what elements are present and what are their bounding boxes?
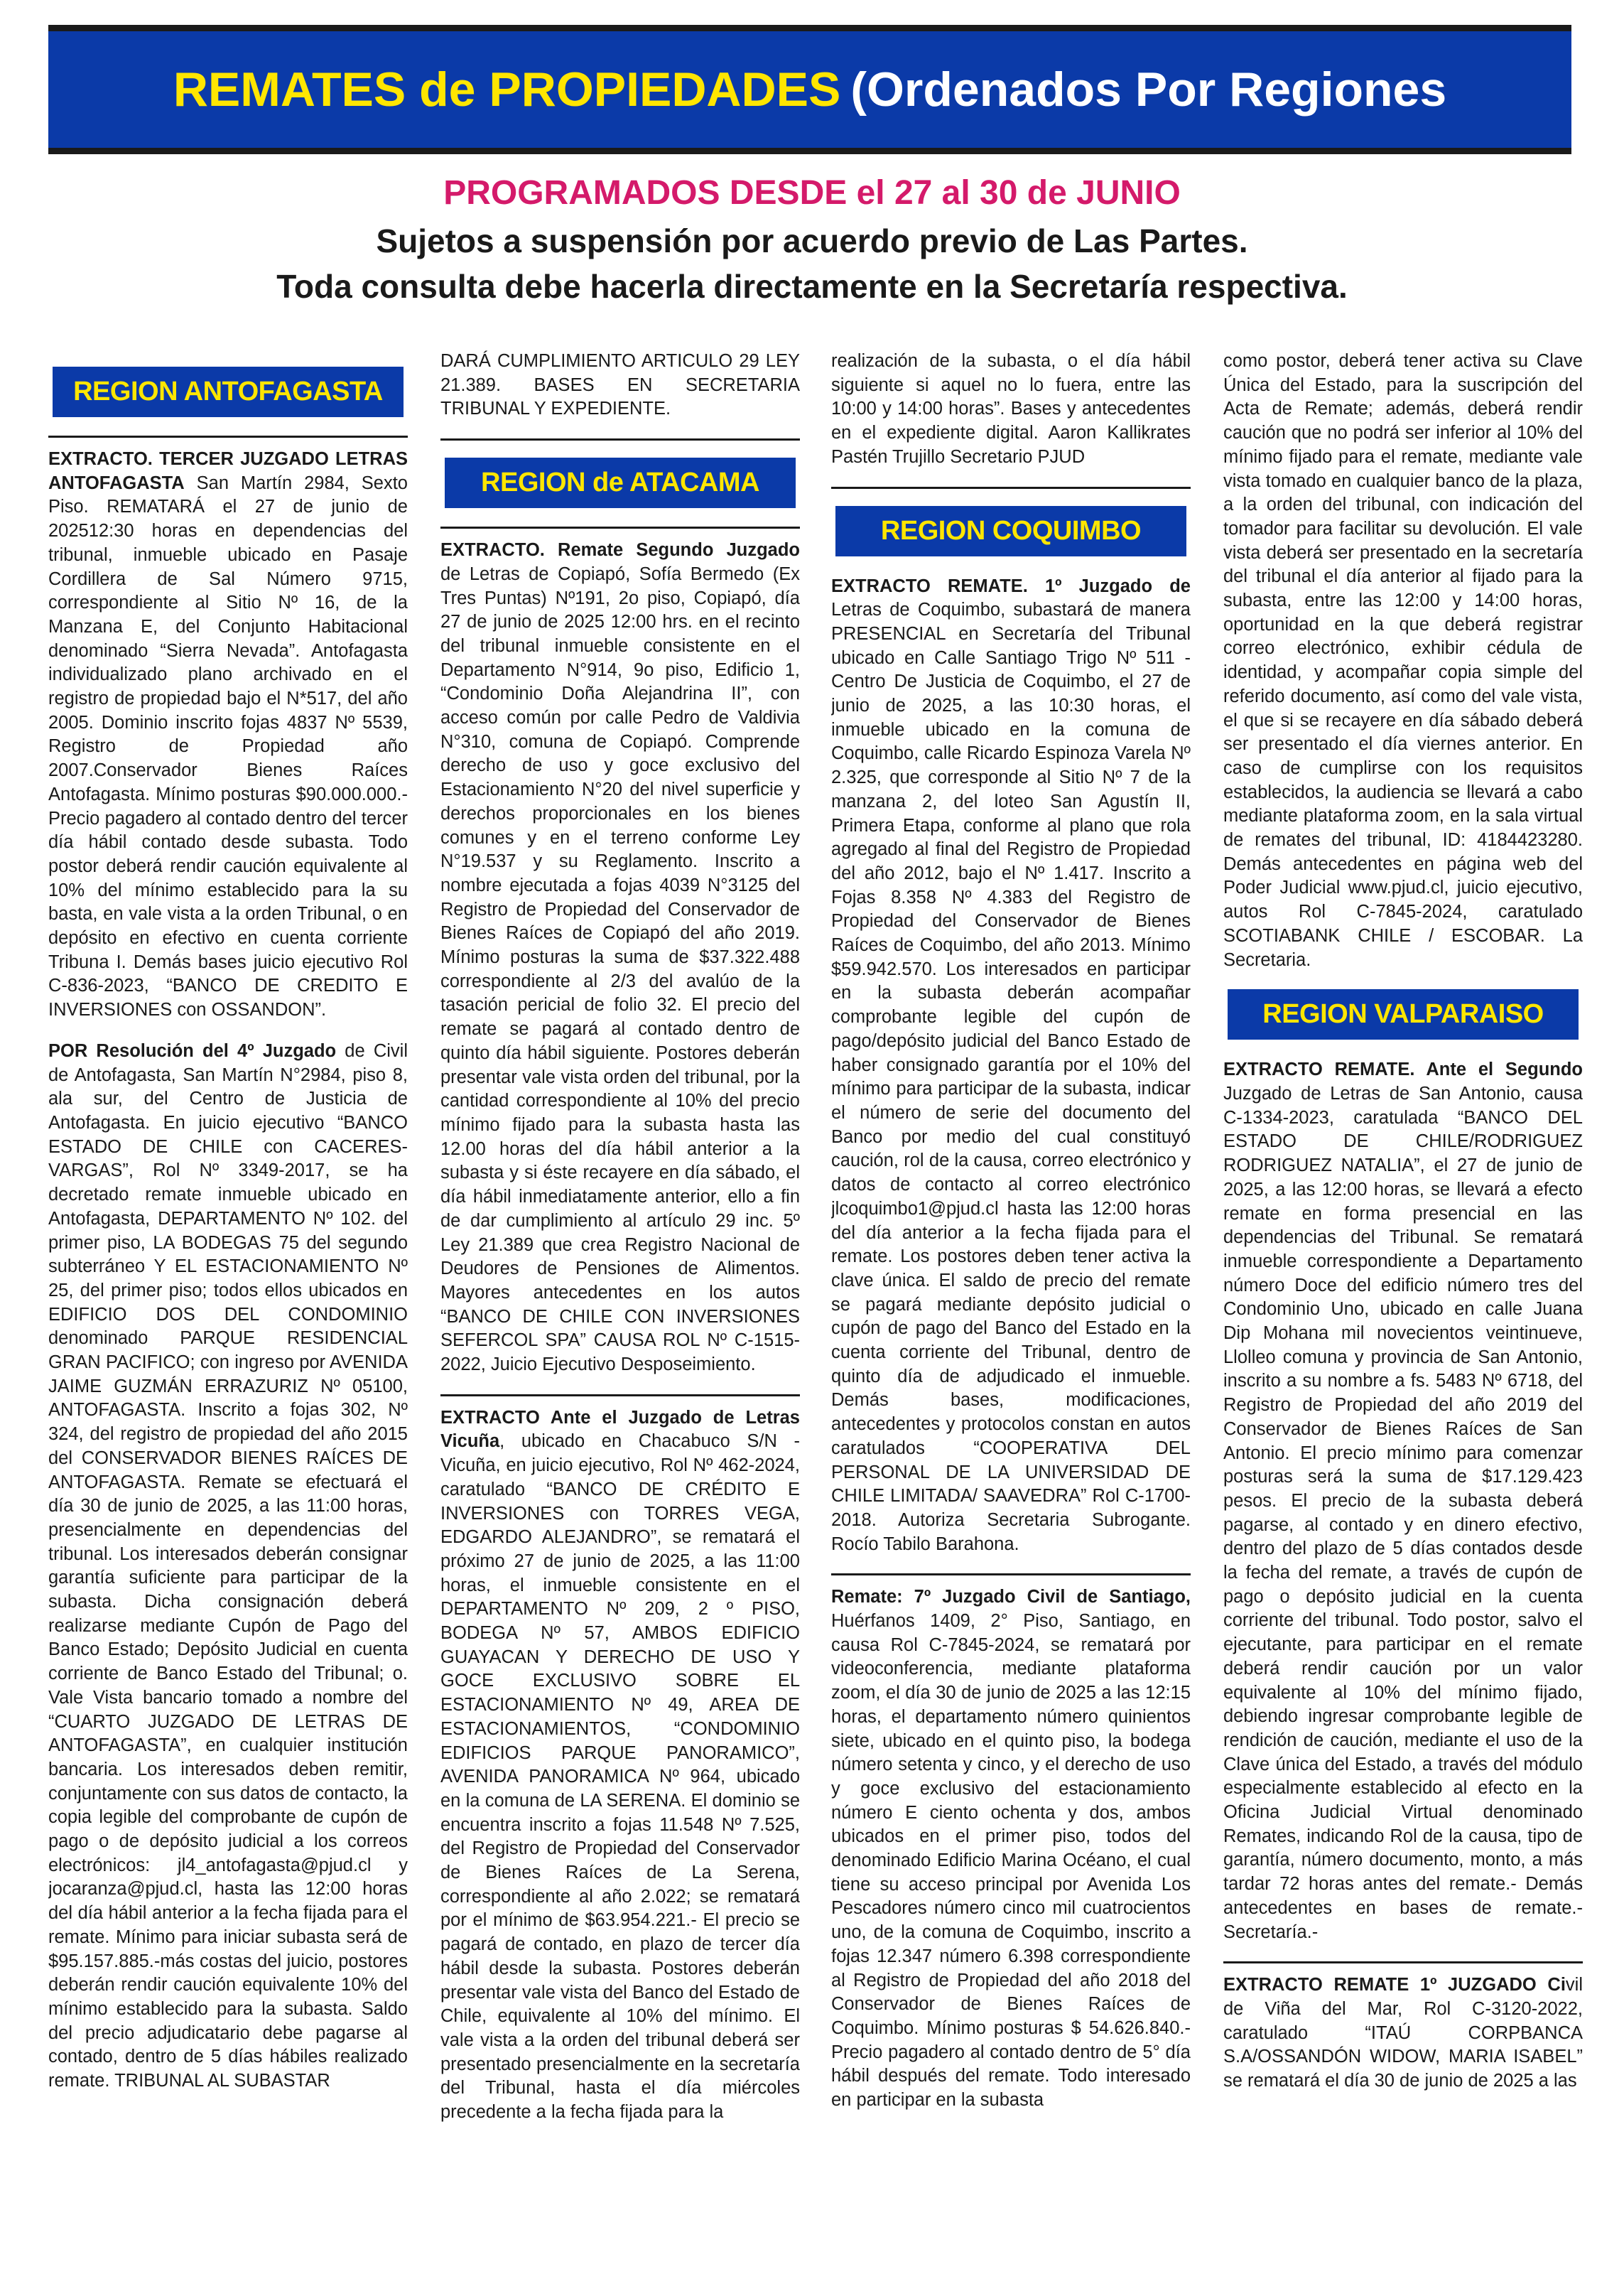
divider: [1223, 1961, 1583, 1963]
notice-atacama-1: [440, 539, 800, 1377]
notice-valparaiso-2: [1223, 1973, 1583, 2094]
region-atacama-tag: REGION de ATACAMA: [445, 458, 796, 508]
notice-lead: EXTRACTO. TERCER JUZGADO LETRAS ANTOFAGASTA: [48, 449, 408, 493]
notice-body: Letras de Coquimbo, subastará de manera PRESENCIAL en Secretaría del Tribunal ubicado en Calle Santiago Trigo Nº 511 - Centro De Justicia de Coquimbo, el 27 de junio de 2025, a las 10:30 horas, el inmueble ubicado en la comuna de Coquimbo, calle Ricardo Espinoza Varela Nº 2.325, que corresponde al Sitio Nº 7 de la manzana 2, del loteo San Agustín II, Primera Etapa, conforme al plano que rola agregado al final del Registro de Propiedad del año 2012, bajo el Nº 1.417. Inscrito a Fojas 8.358 Nº 4.383 del Registro de Propiedad del Conservador de Bienes Raíces de Coquimbo, del año 2013. Mínimo $59.942.570. Los interesados en participar en la subasta deberán acompañar comprobante legible del cupón de pago/depósito judicial del Banco Estado de haber consignado garantía por el 10% del mínimo para participar de la subasta, indicar el número de serie del documento del Banco por medio del cual constituyó caución, rol de la causa, correo electrónico y datos de contacto al correo electrónico jlcoquimbo1@pjud.cl hasta las 12:00 horas del día anterior a la fecha fijada para el remate. Los postores deben tener activa la clave única. El saldo de precio del remate se pagará mediante depósito judicial o cupón de pago del Banco del Estado en la cuenta corriente del Tribunal, dentro de quinto día de adjudicado el inmueble. Demás bases, modificaciones, antecedentes y protocolos constan en autos caratulados “COOPERATIVA DEL PERSONAL DE LA UNIVERSIDAD DE CHILE LIMITADA/ SAAVEDRA” Rol C-1700-2018. Autoriza Secretaria Subrogante. Rocío Tabilo Barahona.: [831, 600, 1191, 1554]
banner-title-sub: (Ordenados Por Regiones: [850, 63, 1447, 117]
notice-lead: EXTRACTO REMATE. 1º Juzgado de: [831, 576, 1191, 596]
column-2: [440, 350, 800, 2254]
notice-lead: EXTRACTO. Remate Segundo Juzgado: [440, 540, 800, 561]
notice-lead: EXTRACTO REMATE 1º JUZGADO Ci: [1223, 1975, 1566, 1995]
notice-lead: Remate: 7º Juzgado Civil de Santiago,: [831, 1587, 1191, 1607]
notice-body: de Letras de Copiapó, Sofía Bermedo (Ex Tres Puntas) Nº191, 2o piso, Copiapó, día 27 de junio de 2025 12:00 hrs. en el recinto del tribunal inmueble consistente en el Departamento N°914, 9o piso, Edificio 1, “Condominio Doña Alejandrina II”, con acceso común por calle Pedro de Valdivia N°310, comuna de Copiapó. Comprende derecho de uso y goce exclusivo del Estacionamiento N°20 del nivel superficie y derechos proporcionales en los bienes comunes y en el terreno conforme Ley N°19.537 y su Reglamento. Inscrito a nombre ejecutada a fojas 4039 N°3125 del Registro de Propiedad del Conservador de Bienes Raíces de Copiapó del año 2019. Mínimo posturas la suma de $37.322.488 correspondiente al 2/3 del avalúo de la tasación pericial de folio 32. El precio del remate se pagará al contado dentro de quinto día hábil siguiente. Postores deberán presentar vale vista orden del tribunal, por la cantidad correspondiente al 10% del precio mínimo fijado para la subasta hasta las 12.00 horas del día hábil anterior a la subasta y si éste recayere en día sábado, el día hábil inmediatamente anterior, ello a fin de dar cumplimiento al artículo 29 inc. 5º Ley 21.389 que crea Registro Nacional de Deudores de Pensiones de Alimentos. Mayores antecedentes en los autos “BANCO DE CHILE CON INVERSIONES SEFERCOL SPA” CAUSA ROL Nº C-1515-2022, Juicio Ejecutivo Desposeimiento.: [440, 564, 800, 1375]
region-coquimbo-tag: REGION COQUIMBO: [835, 506, 1186, 556]
divider: [440, 527, 800, 529]
column-1: [48, 350, 408, 2254]
notice-atacama-2-continued: realización de la subasta, o el día hábil siguiente si aquel no lo fuera, entre las 10:00 y 14:00 horas”. Bases y antecedentes en el expediente digital. Aaron Kallikrates Pastén Trujillo Secretario PJUD: [831, 351, 1191, 467]
notice-lead: POR Resolución del 4º Juzgado: [48, 1040, 337, 1061]
notice-valparaiso-1: [1223, 1058, 1583, 1944]
divider: [440, 438, 800, 441]
divider: [440, 1394, 800, 1396]
notice-antofagasta-2-continued: DARÁ CUMPLIMIENTO ARTICULO 29 LEY 21.389. BASES EN SECRETARIA TRIBUNAL Y EXPEDIENTE.: [440, 351, 800, 419]
column-4: [1223, 350, 1583, 2254]
banner-title: [48, 31, 1571, 148]
notice-atacama-2: [440, 1406, 800, 2125]
region-valparaiso-tag: REGION VALPARAISO: [1228, 989, 1579, 1040]
notice-body: , ubicado en Chacabuco S/N - Vicuña, en juicio ejecutivo, Rol Nº 462-2024, caratulado “BANCO DE CRÉDITO E INVERSIONES con TORRES VEGA, EDGARDO ALEJANDRO”, se rematará el próximo 27 de junio de 2025, a las 11:00 horas, el inmueble consistente en el DEPARTAMENTO Nº 209, 2 º PISO, BODEGA Nº 57, AMBOS EDIFICIO GUAYACAN Y DERECHO DE USO Y GOCE EXCLUSIVO SOBRE EL ESTACIONAMIENTO Nº 49, AREA DE ESTACIONAMIENTOS, “CONDOMINIO EDIFICIOS PARQUE PANORAMICO”, AVENIDA PANORAMICA Nº 964, ubicado en la comuna de LA SERENA. El dominio se encuentra inscrito a fojas 11.548 Nº 7.525, del Registro de Propiedad del Conservador de Bienes Raíces de La Serena, correspondiente al año 2.022; se rematará por el mínimo de $63.954.221.- El precio se pagará de contado, en plazo de tercer día hábil desde la subasta. Postores deberán presentar vale vista del Banco del Estado de Chile, equivalente al 10% del mínimo. El vale vista a la orden del tribunal deberá ser presentado presencialmente en la secretaría del Tribunal, hasta el día miércoles precedente a la fecha fijada para la: [440, 1431, 800, 2123]
region-antofagasta-tag: REGION ANTOFAGASTA: [53, 367, 404, 417]
notice-antofagasta-2: [48, 1040, 408, 2094]
notice-coquimbo-2: [831, 1585, 1191, 2112]
notice-body: de Civil de Antofagasta, San Martín N°2984, piso 8, ala sur, del Centro de Justicia de Antofagasta. En juicio ejecutivo “BANCO ESTADO DE CHILE con CACERES-VARGAS”, Rol Nº 3349-2017, se ha decretado remate inmueble ubicado en Antofagasta, DEPARTAMENTO Nº 102. del primer piso, LA BODEGAS 75 del segundo subterráneo Y EL ESTACIONAMIENTO Nº 25, del primer piso; todos ellos ubicados en EDIFICIO DOS DEL CONDOMINIO denominado PARQUE RESIDENCIAL GRAN PACIFICO; con ingreso por AVENIDA JAIME GUZMÁN ERRAZURIZ Nº 05100, ANTOFAGASTA. Inscrito a fojas 302, Nº 324, del registro de propiedad del año 2015 del CONSERVADOR BIENES RAÍCES DE ANTOFAGASTA. Remate se efectuará el día 30 de junio de 2025, a las 11:00 horas, presencialmente en dependencias del tribunal. Los interesados deberán consignar garantía suficiente para participar de la subasta. Dicha consignación deberá realizarse mediante Cupón de Pago del Banco Estado; Depósito Judicial en cuenta corriente de Banco Estado del Tribunal; o. Vale Vista bancario tomado a nombre del “CUARTO JUZGADO DE LETRAS DE ANTOFAGASTA”, en cualquier institución bancaria. Los interesados deben remitir, conjuntamente con sus datos de contacto, la copia legible del comprobante de cupón de pago o de depósito judicial a los correos electrónicos: jl4_antofagasta@pjud.cl y jocaranza@pjud.cl, hasta las 12:00 horas del día hábil anterior a la fecha fijada para el remate. Mínimo para iniciar subasta será de $95.157.885.-más costas del juicio, postores deberán rendir caución equivalente 10% del mínimo establecido para la subasta. Saldo del precio adjudicatario debe pagarse al contado, dentro de 5 días hábiles realizado remate. TRIBUNAL AL SUBASTAR: [48, 1040, 408, 2091]
header-banner: [48, 25, 1571, 154]
divider: [48, 436, 408, 438]
notice-coquimbo-2-continued: como postor, deberá tener activa su Clave Única del Estado, para la suscripción del Acta de Remate; además, deberá rendir caución que no podrá ser inferior al 10% del mínimo fijado para el remate, mediante vale vista tomado en cualquier banco de la plaza, a la orden del tribunal, con indicación del tomador para facilitar su devolución. El vale vista deberá ser presentado en la secretaría del tribunal el día anterior al fijado para la subasta, entre las 12:00 y 14:00 horas, oportunidad en la que deberá registrar correo electrónico, exhibir cédula de identidad, y acompañar copia simple del referido documento, así como del vale vista, el que si se recayere en día sábado deberá ser presentado el día viernes anterior. En caso de cumplirse con los requisitos establecidos, la audiencia se llevará a cabo mediante plataforma zoom, en la sala virtual de remates del tribunal, ID: 4184423280. Demás antecedentes en página web del Poder Judicial www.pjud.cl, juicio ejecutivo, autos Rol C-7845-2024, caratulado SCOTIABANK CHILE / ESCOBAR. La Secretaria.: [1223, 351, 1583, 970]
notice-lead: EXTRACTO REMATE. Ante el Segundo: [1223, 1060, 1583, 1080]
notice-coquimbo-1: [831, 575, 1191, 1557]
dates-heading: PROGRAMADOS DESDE el 27 al 30 de JUNIO: [443, 174, 1181, 212]
notice-body: Juzgado de Letras de San Antonio, causa C-1334-2023, caratulada “BANCO DEL ESTADO DE CHILE/RODRIGUEZ RODRIGUEZ NATALIA”, el 27 de junio de 2025, a las 12:00 horas, se llevará a efecto remate en forma presencial en las dependencias del Tribunal. Se rematará inmueble correspondiente a Departamento número Doce del edificio número tres del Condominio Uno, ubicado en calle Juana Dip Mohana mil novecientos veintinueve, Llolleo comuna y provincia de San Antonio, inscrito a su nombre a fs. 5483 Nº 6718, del Registro de Propiedad del año 2019 del Conservador de Bienes Raíces de San Antonio. El precio mínimo para comenzar posturas será la suma de $17.129.423 pesos. El precio de la subasta deberá pagarse, al contado y en dinero efectivo, dentro del plazo de 5 días contados desde la fecha del remate, a través de cupón de pago o depósito judicial en la cuenta corriente del tribunal. Todo postor, salvo el ejecutante, para participar en el remate deberá rendir caución por un valor equivalente al 10% del mínimo fijado, debiendo ingresar comprobante legible de rendición de caución, mediante el uso de la Clave única del Estado, a través del módulo especialmente establecido al efecto en la Oficina Judicial Virtual denominado Remates, indicando Rol de la causa, tipo de garantía, número documento, monto, a más tardar 72 horas antes del remate.- Demás antecedentes en bases de remate.- Secretaría.-: [1223, 1083, 1583, 1942]
suspension-note: Sujetos a suspensión por acuerdo previo de Las Partes.: [376, 222, 1248, 259]
notice-lead: EXTRACTO Ante el Juzgado de Letras Vicuña: [440, 1407, 800, 1452]
notice-body: San Martín 2984, Sexto Piso. REMATARÁ el 27 de junio de 202512:30 horas en dependencias del tribunal, inmueble ubicado en Pasaje Cordillera de Sal Número 9715, correspondiente al Sitio Nº 16, de la Manzana E, del Conjunto Habitacional denominado “Sierra Nevada”. Antofagasta individualizado plano archivado en el registro de propiedad bajo el N*517, del año 2005. Dominio inscrito fojas 4837 Nº 5539, Registro de Propiedad año 2007.Conservador Bienes Raíces Antofagasta. Mínimo posturas $90.000.000.- Precio pagadero al contado dentro del tercer día hábil contado desde subasta. Todo postor deberá rendir caución equivalente al 10% del mínimo establecido para la su basta, en vale vista a la orden Tribunal, o en depósito en efectivo en cuenta corriente Tribuna I. Demás bases juicio ejecutivo Rol C-836-2023, “BANCO DE CREDITO E INVERSIONES con OSSANDON”.: [48, 473, 408, 1020]
column-3: [831, 350, 1191, 2254]
notice-antofagasta-1: [48, 448, 408, 1023]
divider: [831, 487, 1191, 489]
inquiry-note: Toda consulta debe hacerla directamente en la Secretaría respectiva.: [276, 268, 1348, 305]
divider: [831, 1573, 1191, 1575]
banner-title-main: REMATES de PROPIEDADES: [173, 63, 841, 117]
notice-body: vil de Viña del Mar, Rol C-3120-2022, caratulado “ITAÚ CORPBANCA S.A/OSSANDÓN WIDOW, MARIA ISABEL” se rematará el día 30 de junio de 2025 a las: [1223, 1975, 1583, 2091]
notice-body: Huérfanos 1409, 2° Piso, Santiago, en causa Rol C-7845-2024, se rematará por videoconferencia, mediante plataforma zoom, el día 30 de junio de 2025 a las 12:15 horas, el departamento número quinientos siete, ubicado en el quinto piso, la bodega número setenta y cinco, y el derecho de uso y goce exclusivo del estacionamiento número E ciento ochenta y dos, ambos ubicados en el primer piso, todos del denominado Edificio Marina Océano, el cual tiene su acceso principal por Avenida Los Pescadores número cinco mil cuatrocientos uno, de la comuna de Coquimbo, inscrito a fojas 12.347 número 6.398 correspondiente al Registro de Propiedad del año 2018 del Conservador de Bienes Raíces de Coquimbo. Mínimo posturas $ 54.626.840.- Precio pagadero al contado dentro de 5° día hábil después del remate. Todo interesado en participar en la subasta: [831, 1611, 1191, 2111]
